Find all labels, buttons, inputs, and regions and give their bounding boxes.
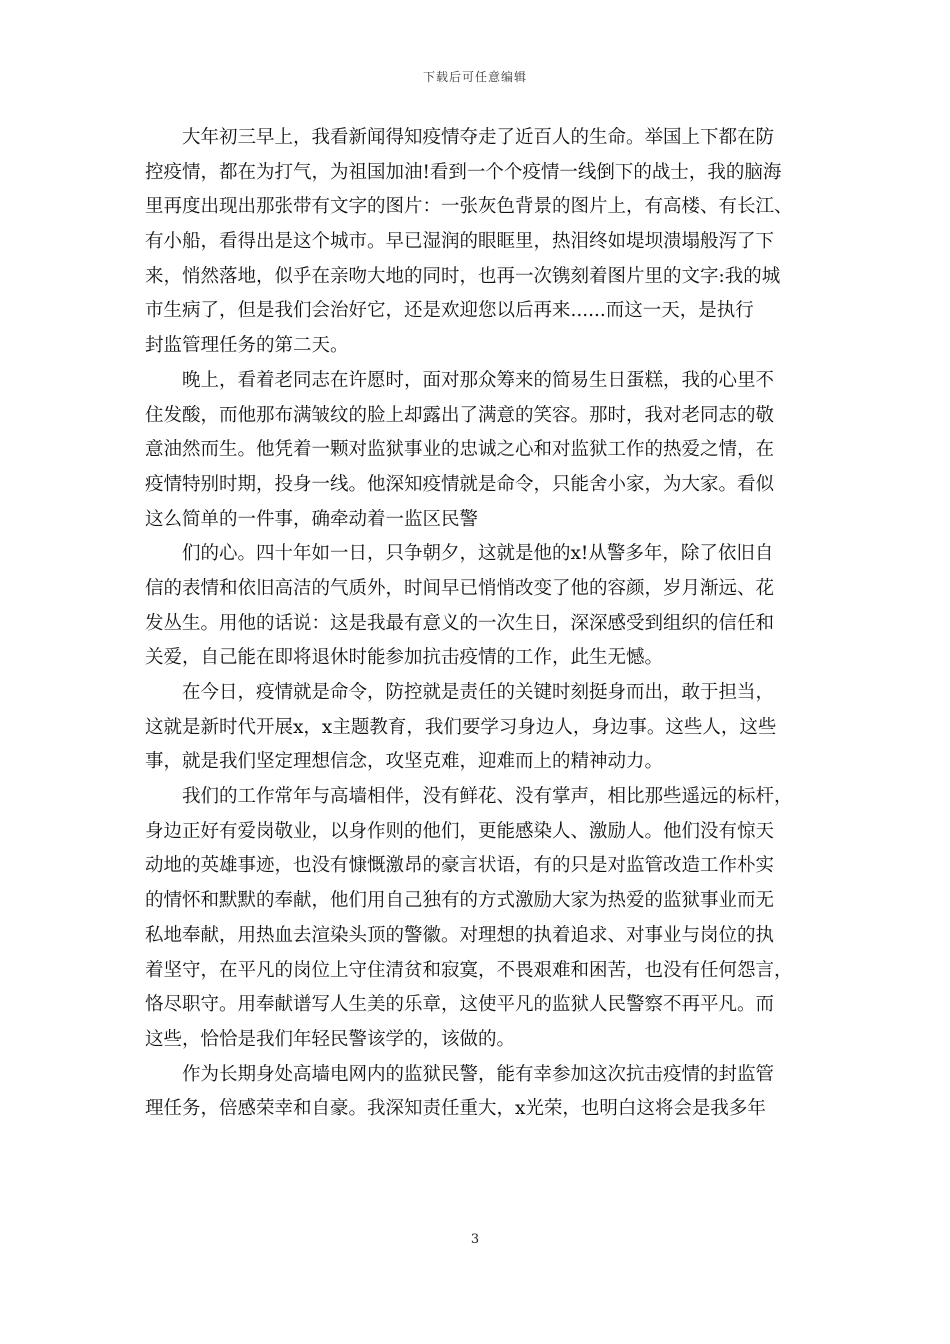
text-line: 里再度出现出那张带有文字的图片：一张灰色背景的图片上，有高楼、有长江、 <box>145 196 793 218</box>
paragraph <box>145 780 809 1058</box>
text-line: 这就是新时代开展x，x主题教育，我们要学习身边人，身边事。这些人，这些 <box>145 716 777 738</box>
paragraph <box>145 537 809 676</box>
text-line: 控疫情，都在为打气，为祖国加油!看到一个个疫情一线倒下的战士，我的脑海 <box>145 161 782 183</box>
paragraph <box>145 676 809 780</box>
page-number: 3 <box>470 1232 480 1247</box>
text-line: 恪尽职守。用奉献谱写人生美的乐章，这使平凡的监狱人民警察不再平凡。而 <box>145 994 775 1016</box>
document-body <box>145 121 809 1127</box>
text-line: 住发酸，而他那布满皱纹的脸上却露出了满意的笑容。那时，我对老同志的敬 <box>145 404 775 426</box>
text-line: 大年初三早上，我看新闻得知疫情夺走了近百人的生命。举国上下都在防 <box>182 127 775 148</box>
text-line: 关爱，自己能在即将退休时能参加抗击疫情的工作，此生无憾。 <box>145 647 664 669</box>
text-line: 晚上，看着老同志在许愿时，面对那众筹来的简易生日蛋糕，我的心里不 <box>182 369 775 391</box>
text-line: 动地的英雄事迹，也没有慷慨激昂的豪言状语，有的只是对监管改造工作朴实 <box>145 855 775 877</box>
text-line: 意油然而生。他凭着一颗对监狱事业的忠诚之心和对监狱工作的热爱之情，在 <box>145 439 775 461</box>
text-line: 这些，恰恰是我们年轻民警该学的，该做的。 <box>145 1028 516 1050</box>
text-line: 发丛生。用他的话说：这是我最有意义的一次生日，深深感受到组织的信任和 <box>145 612 775 634</box>
text-line: 们的心。四十年如一日，只争朝夕，这就是他的x!从警多年，除了依旧自 <box>182 543 774 565</box>
text-line: 的情怀和默默的奉献，他们用自己独有的方式激励大家为热爱的监狱事业而无 <box>145 890 775 912</box>
text-line: 来，悄然落地，似乎在亲吻大地的同时，也再一次镌刻着图片里的文字:我的城 <box>145 265 781 287</box>
text-line: 我们的工作常年与高墙相伴，没有鲜花、没有掌声，相比那些遥远的标杆， <box>182 786 793 808</box>
text-line: 有小船，看得出是这个城市。早已湿润的眼眶里，热泪终如堤坝溃塌般泻了下 <box>145 231 775 253</box>
text-line: 理任务，倍感荣幸和自豪。我深知责任重大，x光荣，也明白这将会是我多年 <box>145 1098 766 1120</box>
text-line: 身边正好有爱岗敬业，以身作则的他们，更能感染人、激励人。他们没有惊天 <box>145 820 775 842</box>
text-line: 这么简单的一件事，确牵动着一监区民警 <box>145 508 479 530</box>
text-line: 在今日，疫情就是命令，防控就是责任的关键时刻挺身而出，敢于担当， <box>182 682 775 703</box>
paragraph <box>145 364 809 537</box>
text-line: 着坚守，在平凡的岗位上守住清贫和寂寞，不畏艰难和困苦，也没有任何怨言， <box>145 959 793 981</box>
text-line: 事，就是我们坚定理想信念，攻坚克难，迎难而上的精神动力。 <box>145 751 664 773</box>
text-line: 封监管理任务的第二天。 <box>145 335 349 357</box>
text-line: 信的表情和依旧高洁的气质外，时间早已悄悄改变了他的容颜，岁月渐远、花 <box>145 577 775 599</box>
text-line: 作为长期身处高墙电网内的监狱民警，能有幸参加这次抗击疫情的封监管 <box>182 1063 775 1085</box>
text-line: 私地奉献，用热血去渲染头顶的警徽。对理想的执着追求、对事业与岗位的执 <box>145 924 775 946</box>
text-line: 疫情特别时期，投身一线。他深知疫情就是命令，只能舍小家，为大家。看似 <box>145 473 775 495</box>
paragraph <box>145 1058 809 1127</box>
page-header: 下载后可任意编辑 <box>422 70 527 84</box>
paragraph <box>145 121 809 364</box>
text-line: 市生病了，但是我们会治好它，还是欢迎您以后再来......而这一天，是执行 <box>145 300 754 322</box>
